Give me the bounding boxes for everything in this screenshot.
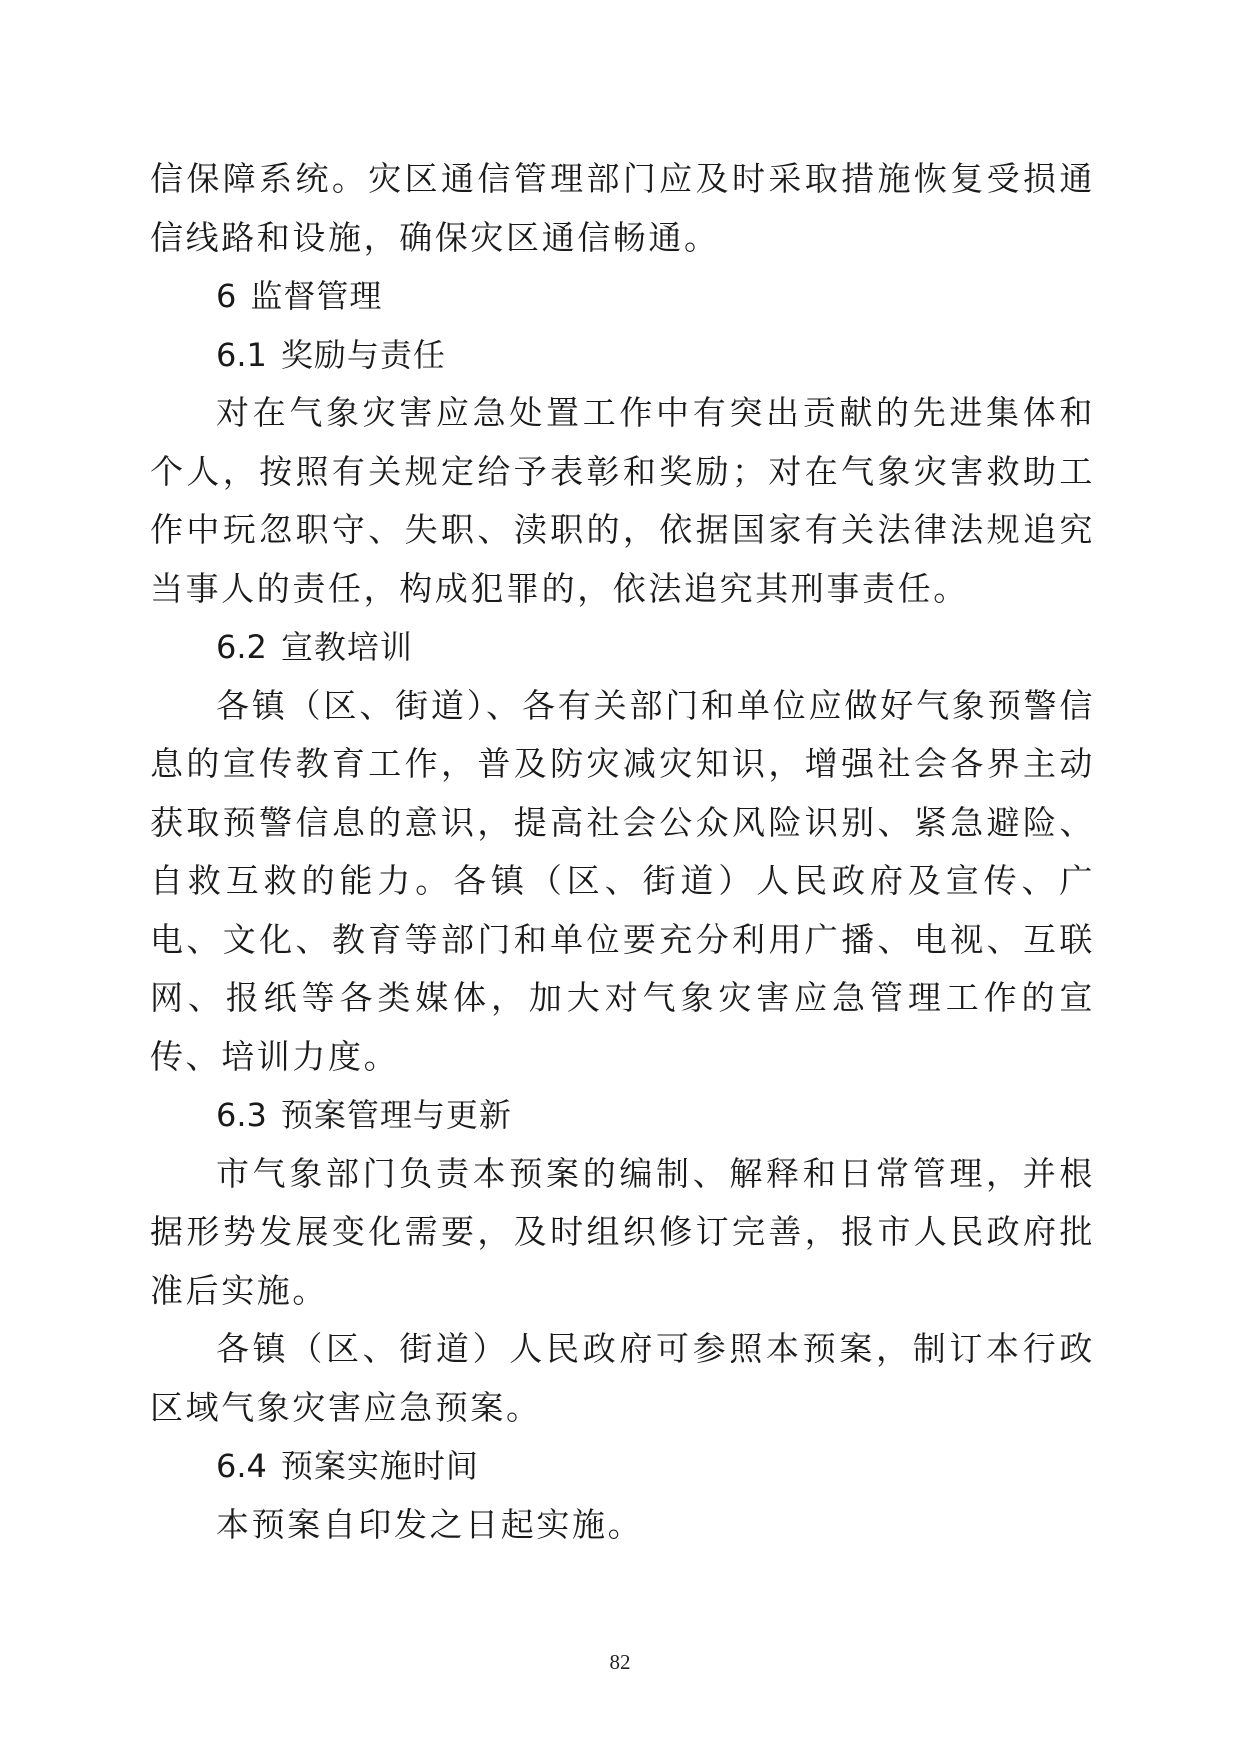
section-number: 6.4 (216, 1447, 267, 1485)
page-number: 82 (609, 1650, 631, 1674)
section-heading-6 (150, 267, 1095, 326)
paragraph-implementation-date: 本预案自印发之日起实施。 (216, 1504, 644, 1544)
section-title: 预案实施时间 (280, 1447, 479, 1485)
section-title: 宣教培训 (280, 628, 413, 666)
section-heading-6-2 (150, 618, 1095, 677)
section-number: 6 (216, 277, 237, 315)
section-number: 6.3 (216, 1096, 267, 1134)
section-heading-6-3 (150, 1086, 1095, 1145)
section-heading-6-4 (150, 1437, 1095, 1496)
section-heading-6-1 (150, 326, 1095, 385)
section-title: 预案管理与更新 (280, 1096, 512, 1134)
section-number: 6.2 (216, 628, 267, 666)
section-number: 6.1 (216, 335, 267, 374)
section-title: 奖励与责任 (280, 335, 446, 374)
paragraph-rewards-responsibility: 对在气象灾害应急处置工作中有突出贡献的先进集体和个人，按照有关规定给予表彰和奖励；对在气象灾害救助工作中玩忽职守、失职、渎职的，依据国家有关法律法规追究当事人的责任，构成犯罪的，依法追究其刑事责任。 (150, 393, 1095, 608)
paragraph-publicity-training: 各镇（区、街道）、各有关部门和单位应做好气象预警信息的宣传教育工作，普及防灾减灾知识，增强社会各界主动获取预警信息的意识，提高社会公众风险识别、紧急避险、自救互救的能力。各镇（区、街道）人民政府及宣传、广电、文化、教育等部门和单位要充分利用广播、电视、互联网、报纸等各类媒体，加大对气象灾害应急管理工作的宣传、培训力度。 (150, 685, 1095, 1076)
section-title: 监督管理 (250, 277, 383, 315)
paragraph-plan-management: 市气象部门负责本预案的编制、解释和日常管理，并根据形势发展变化需要，及时组织修订完善，报市人民政府批准后实施。 (150, 1153, 1095, 1310)
document-body (150, 150, 1095, 1554)
paragraph-continued: 信保障系统。灾区通信管理部门应及时采取措施恢复受损通信线路和设施，确保灾区通信畅通。 (150, 159, 1095, 257)
paragraph-plan-reference: 各镇（区、街道）人民政府可参照本预案，制订本行政区域气象灾害应急预案。 (150, 1329, 1095, 1427)
